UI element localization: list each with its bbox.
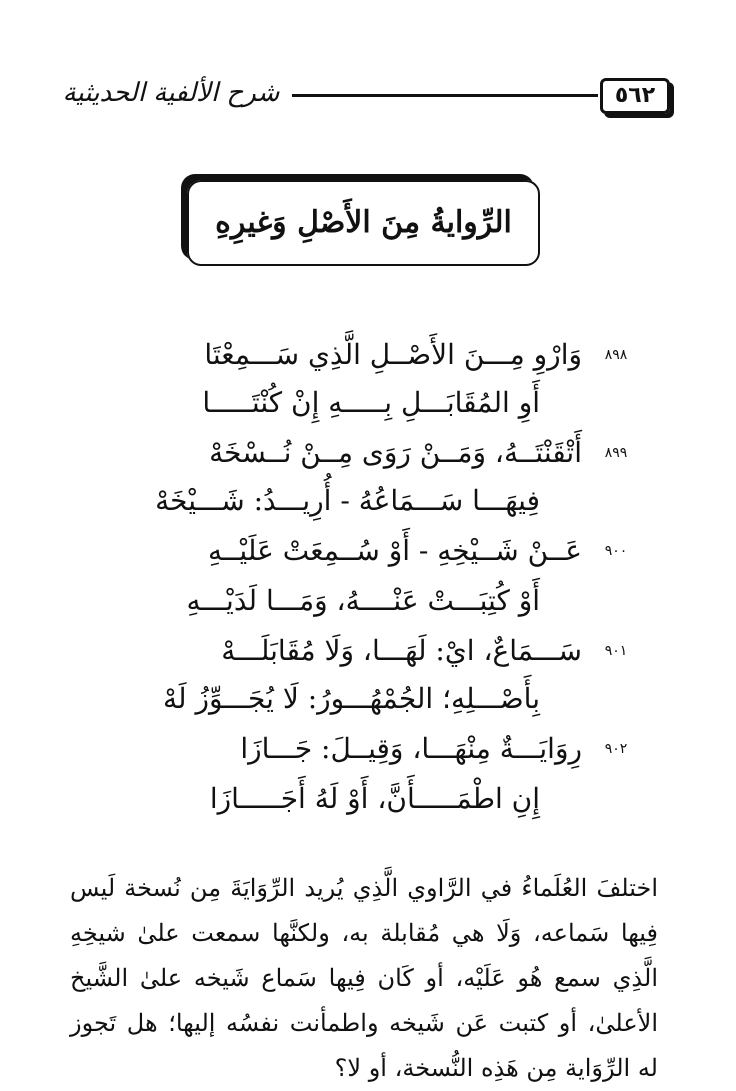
verse-line (100, 774, 640, 824)
verse-first-half: سَـــمَاعٌ، ايْ: لَهَـــا، وَلَا مُقَابَلَـــهْ (221, 634, 582, 667)
commentary-paragraph: اختلفَ العُلَماءُ في الرَّاوي الَّذِي يُريد الرِّوَايَةَ مِن نُسخة لَيس فِيها سَماعه، وَلَا هي مُقابلة به، ولكنَّها سمعت علىٰ شيخِهِ الَّذِي سمع هُو عَلَيْه، أو كَان فِيها سَماع شَيخه علىٰ الشَّيخ الأعلىٰ، أو كتبت عَن شَيخه واطمأنت نفسُه إليها؛ هل تَجوز له الرِّوَاية مِن هَذِه النُّسخة، أو لا؟ (70, 874, 658, 1082)
verse-first-half: وَارْوِ مِـــنَ الأَصْــلِ الَّذِي سَـــمِعْتَا (204, 338, 582, 371)
header-rule (292, 94, 598, 97)
verse-line (100, 724, 640, 774)
verse-number: ٩٠٢ (604, 741, 628, 757)
verse-first-half: رِوَايَـــةٌ مِنْهَـــا، وَقِيــلَ: جَـــازَا (240, 732, 582, 765)
verse-first-half: أَتْقَنْتَــهُ، وَمَــنْ رَوَى مِــنْ نُــسْخَهْ (209, 436, 582, 469)
section-title: الرِّوايةُ مِنَ الأَصْلِ وَغيرِهِ (215, 205, 512, 240)
verse-second-half: أَوِ المُقَابَـــلِ بِـــــهِ إِنْ كُنْتَـــــا (202, 386, 540, 419)
verse-line (100, 476, 640, 526)
verse-number: ٩٠١ (604, 643, 628, 659)
verse-second-half: فِيهَـــا سَـــمَاعُهُ - أُرِيـــدُ: شَـــيْخَهْ (155, 484, 540, 517)
verse-second-half: بِأَصْـــلِهِ؛ الجُمْهُـــورُ: لَا يُجَـــوِّزُ لَهْ (163, 682, 540, 715)
verse-line (100, 576, 640, 626)
verse-line (100, 330, 640, 380)
verse-number: ٨٩٨ (604, 347, 628, 363)
section-title-frame (187, 180, 540, 266)
verse-second-half: إِنِ اطْمَـــــأَنَّ، أَوْ لَهُ أَجَـــــازَا (209, 782, 540, 815)
verse-first-half: عَــنْ شَــيْخِهِ - أَوْ سُــمِعَتْ عَلَيْــهِ (208, 534, 582, 567)
verse-number: ٨٩٩ (604, 445, 628, 461)
verse-line (100, 626, 640, 676)
verse-line (100, 428, 640, 478)
verse-line (100, 674, 640, 724)
book-title: شرح الألفية الحديثية (62, 78, 280, 108)
page-number-box (600, 78, 670, 114)
page-number: ٥٦٢ (614, 83, 656, 108)
verse-line (100, 526, 640, 576)
verse-number: ٩٠٠ (604, 543, 628, 559)
verse-line (100, 378, 640, 428)
verse-second-half: أَوْ كُتِبَـــتْ عَنْــــهُ، وَمَـــا لَدَيْـــهِ (186, 584, 540, 617)
running-header (60, 72, 672, 120)
